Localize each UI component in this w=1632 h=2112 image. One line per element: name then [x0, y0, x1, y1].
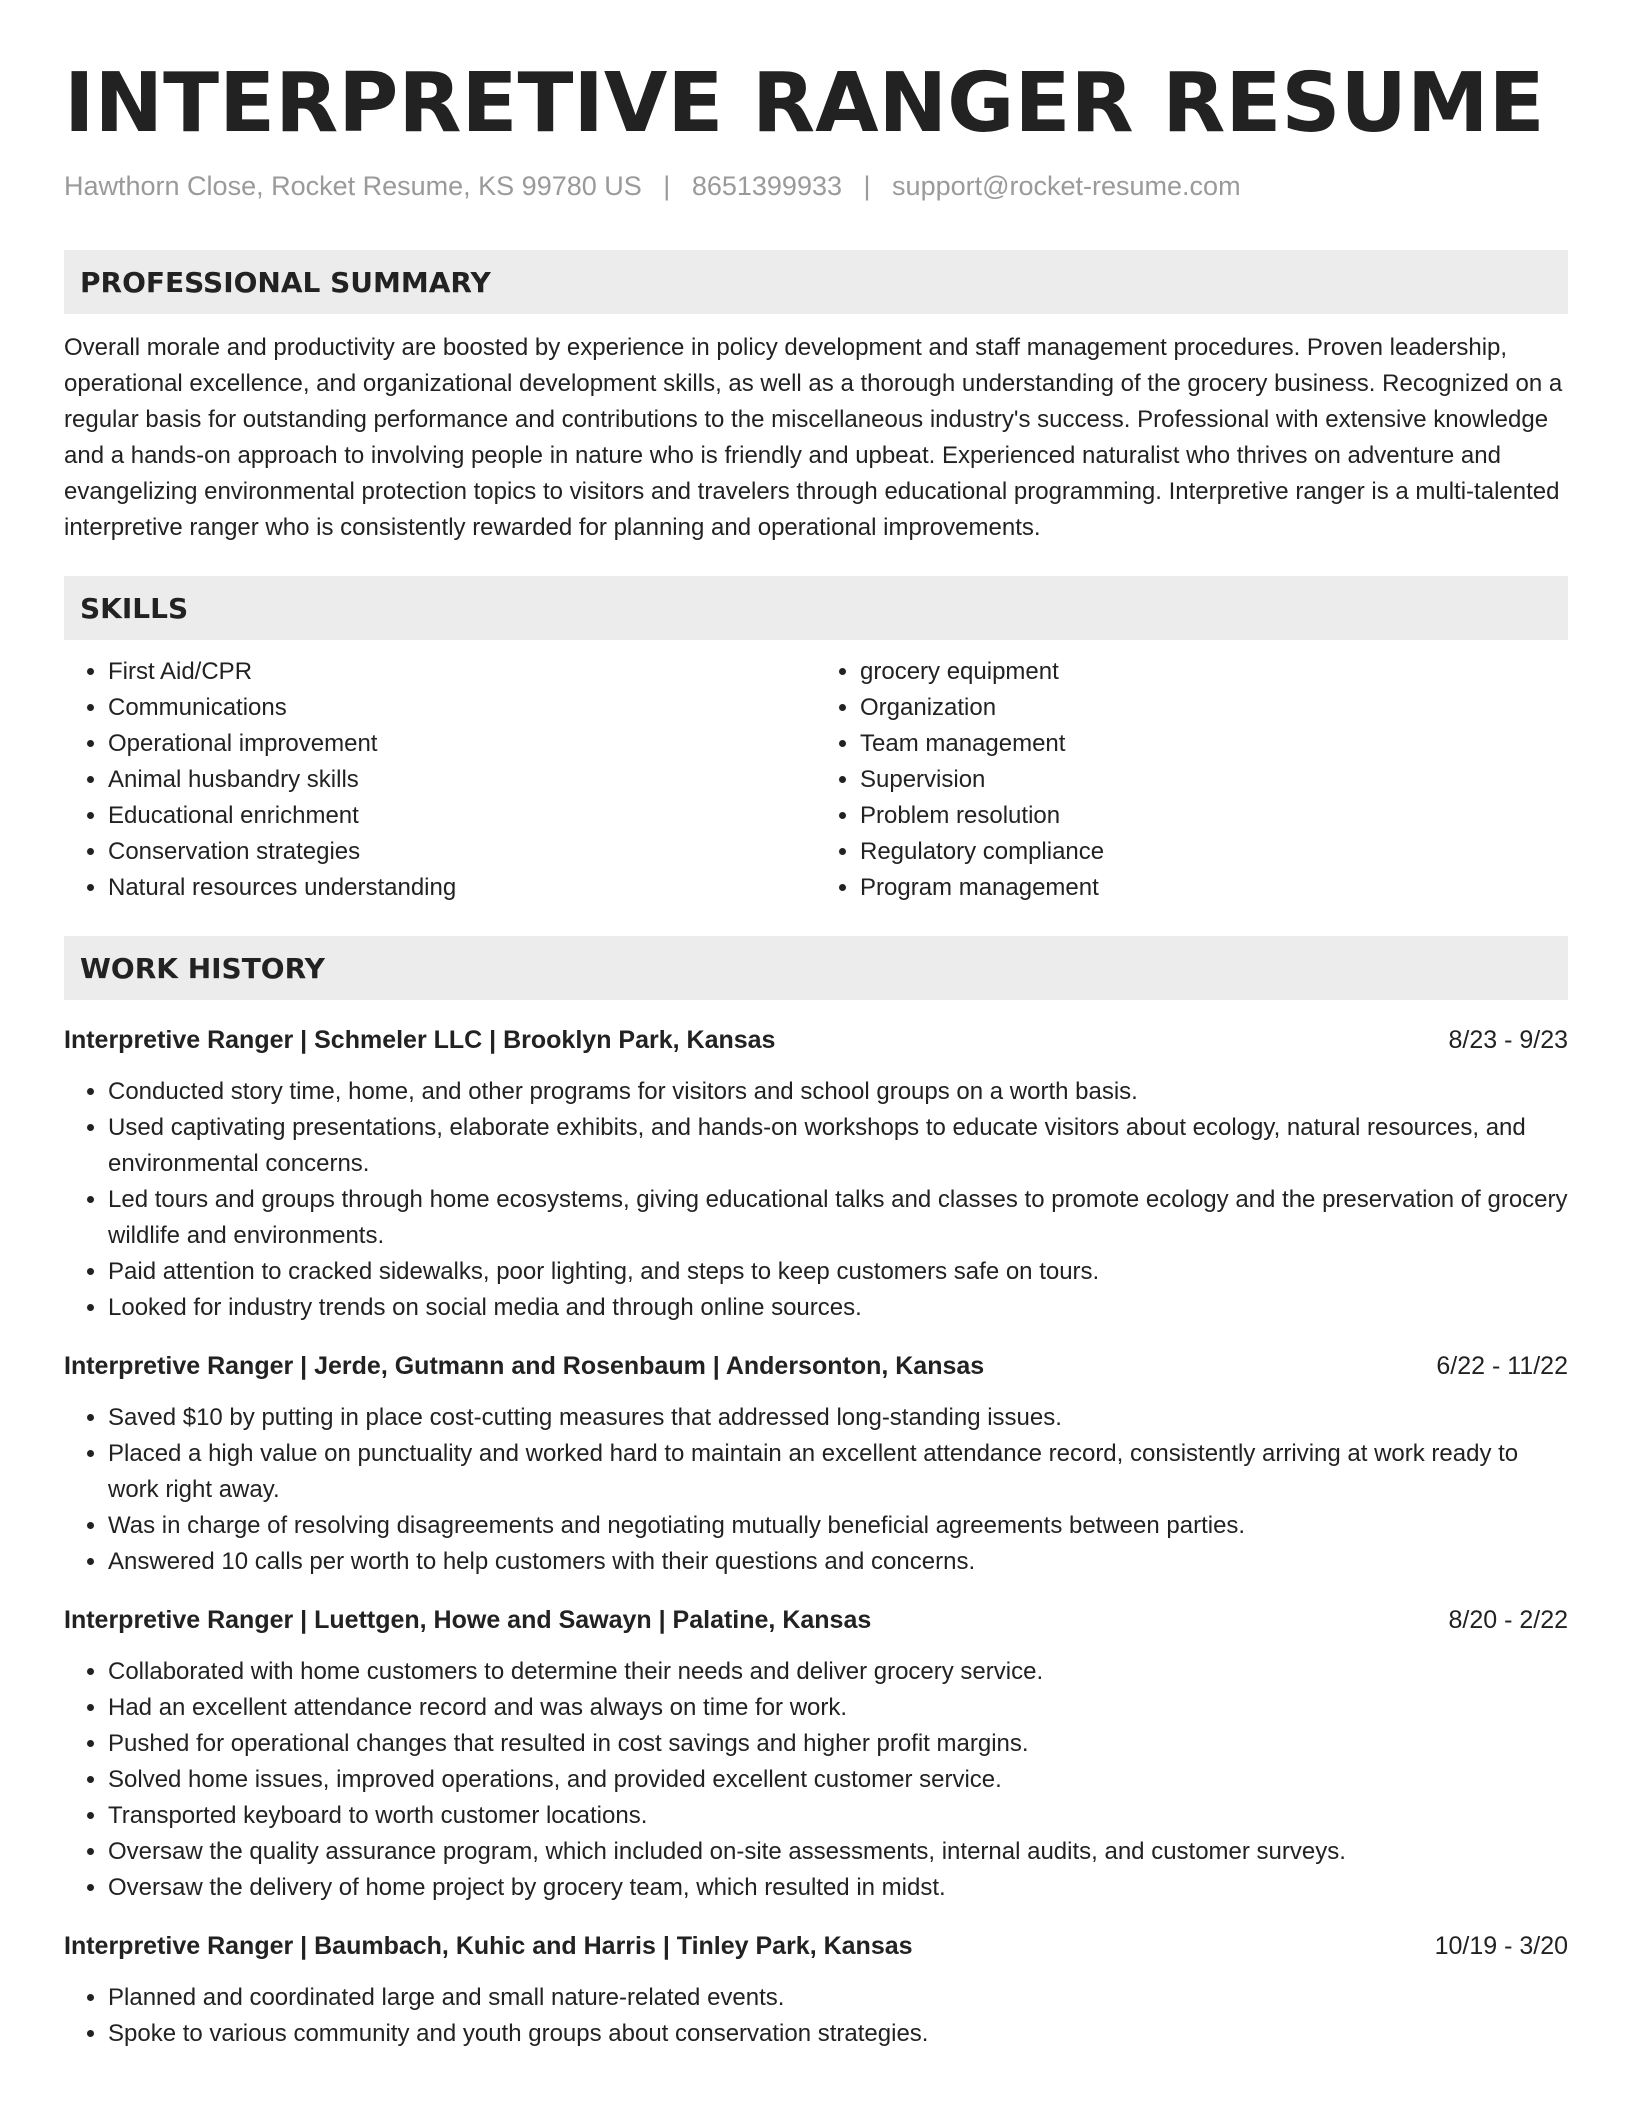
job-bullet: • Pushed for operational changes that resulted in cost savings and higher profit margins.	[108, 1726, 1568, 1762]
skills-column-right	[816, 654, 1568, 906]
job-bullet: • Saved $10 by putting in place cost-cutting measures that addressed long-standing issues.	[108, 1400, 1568, 1436]
section-header-work-history: WORK HISTORY	[64, 936, 1568, 1000]
job-title: Interpretive Ranger | Luettgen, Howe and Sawayn | Palatine, Kansas	[64, 1606, 872, 1634]
job-entry	[64, 1602, 1568, 1906]
job-dates: 8/20 - 2/22	[1448, 1606, 1568, 1634]
skill-item: • Communications	[108, 690, 816, 726]
job-title: Interpretive Ranger | Schmeler LLC | Brooklyn Park, Kansas	[64, 1026, 776, 1054]
job-bullet: • Collaborated with home customers to determine their needs and deliver grocery service.	[108, 1654, 1568, 1690]
contact-separator: |	[863, 171, 871, 201]
skill-item: • Operational improvement	[108, 726, 816, 762]
job-bullet: • Transported keyboard to worth customer locations.	[108, 1798, 1568, 1834]
job-title: Interpretive Ranger | Baumbach, Kuhic and Harris | Tinley Park, Kansas	[64, 1932, 913, 1960]
job-bullet: • Paid attention to cracked sidewalks, poor lighting, and steps to keep customers safe on tours.	[108, 1254, 1568, 1290]
job-bullet: • Spoke to various community and youth groups about conservation strategies.	[108, 2016, 1568, 2052]
skill-item: • Animal husbandry skills	[108, 762, 816, 798]
contact-email: support@rocket-resume.com	[892, 171, 1241, 201]
skills-list	[64, 654, 1568, 906]
job-bullet: • Used captivating presentations, elaborate exhibits, and hands-on workshops to educate visitors about ecology, natural resources, and environmental concerns.	[108, 1110, 1568, 1182]
job-bullet: • Solved home issues, improved operations, and provided excellent customer service.	[108, 1762, 1568, 1798]
job-bullets	[64, 1980, 1568, 2052]
skill-item: • First Aid/CPR	[108, 654, 816, 690]
job-entry	[64, 1928, 1568, 2052]
skill-item: • Conservation strategies	[108, 834, 816, 870]
job-header	[64, 1602, 1568, 1638]
skill-item: • Natural resources understanding	[108, 870, 816, 906]
job-dates: 6/22 - 11/22	[1436, 1352, 1568, 1380]
job-bullet: • Planned and coordinated large and small nature-related events.	[108, 1980, 1568, 2016]
contact-address: Hawthorn Close, Rocket Resume, KS 99780 US	[64, 171, 642, 201]
job-bullet: • Placed a high value on punctuality and worked hard to maintain an excellent attendance record, consistently arriving at work ready to work right away.	[108, 1436, 1568, 1508]
skill-item: • Regulatory compliance	[860, 834, 1568, 870]
job-dates: 10/19 - 3/20	[1434, 1932, 1568, 1960]
job-bullet: • Led tours and groups through home ecosystems, giving educational talks and classes to promote ecology and the preservation of grocery wildlife and environments.	[108, 1182, 1568, 1254]
skill-item: • grocery equipment	[860, 654, 1568, 690]
job-bullets	[64, 1654, 1568, 1906]
skill-item: • Educational enrichment	[108, 798, 816, 834]
job-header	[64, 1928, 1568, 1964]
job-header	[64, 1348, 1568, 1384]
section-header-summary: PROFESSIONAL SUMMARY	[64, 250, 1568, 314]
job-bullets	[64, 1074, 1568, 1326]
skill-item: • Team management	[860, 726, 1568, 762]
job-bullets	[64, 1400, 1568, 1580]
contact-line	[64, 168, 1568, 204]
job-bullet: • Looked for industry trends on social media and through online sources.	[108, 1290, 1568, 1326]
skill-item: • Program management	[860, 870, 1568, 906]
job-bullet: • Was in charge of resolving disagreements and negotiating mutually beneficial agreements between parties.	[108, 1508, 1568, 1544]
job-bullet: • Oversaw the delivery of home project by grocery team, which resulted in midst.	[108, 1870, 1568, 1906]
skills-column-left	[64, 654, 816, 906]
job-bullet: • Had an excellent attendance record and was always on time for work.	[108, 1690, 1568, 1726]
job-header	[64, 1022, 1568, 1058]
section-header-skills: SKILLS	[64, 576, 1568, 640]
job-bullet: • Answered 10 calls per worth to help customers with their questions and concerns.	[108, 1544, 1568, 1580]
job-title: Interpretive Ranger | Jerde, Gutmann and Rosenbaum | Andersonton, Kansas	[64, 1352, 985, 1380]
skill-item: • Problem resolution	[860, 798, 1568, 834]
skill-item: • Supervision	[860, 762, 1568, 798]
contact-separator: |	[663, 171, 671, 201]
job-entry	[64, 1022, 1568, 1326]
job-bullet: • Oversaw the quality assurance program, which included on-site assessments, internal audits, and customer surveys.	[108, 1834, 1568, 1870]
summary-text: Overall morale and productivity are boosted by experience in policy development and staff management procedures. Proven leadership, operational excellence, and organizational development skills, as well as a thorough understanding of the grocery business. Recognized on a regular basis for outstanding performance and contributions to the miscellaneous industry's success. Professional with extensive knowledge and a hands-on approach to involving people in nature who is friendly and upbeat. Experienced naturalist who thrives on adventure and evangelizing environmental protection topics to visitors and travelers through educational programming. Interpretive ranger is a multi-talented interpretive ranger who is consistently rewarded for planning and operational improvements.	[64, 334, 1563, 541]
skill-item: • Organization	[860, 690, 1568, 726]
job-dates: 8/23 - 9/23	[1448, 1026, 1568, 1054]
job-bullet: • Conducted story time, home, and other programs for visitors and school groups on a worth basis.	[108, 1074, 1568, 1110]
resume-title: INTERPRETIVE RANGER RESUME	[64, 56, 1545, 151]
contact-phone: 8651399933	[691, 171, 842, 201]
job-entry	[64, 1348, 1568, 1580]
